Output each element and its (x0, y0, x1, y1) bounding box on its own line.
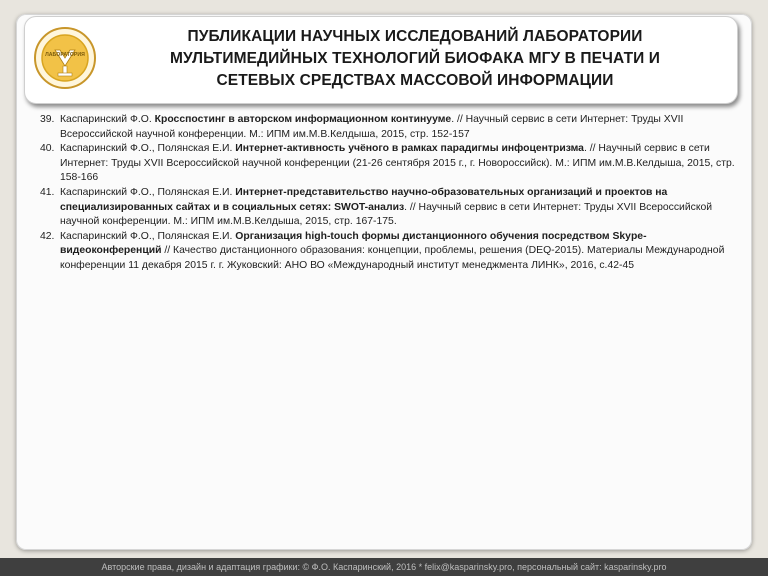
lab-emblem-icon (33, 26, 97, 90)
reference-item (40, 186, 736, 230)
reference-number: 40. (40, 143, 55, 155)
reference-source: . // Научный сервис в сети Интернет: Труды XVII Всероссийской научной конференции. М.: ИПМ им.М.В.Келдыша, 2015, стр. 167-175. (60, 201, 713, 228)
reference-list (40, 113, 736, 274)
title-line-2: МУЛЬТИМЕДИЙНЫХ ТЕХНОЛОГИЙ БИОФАКА МГУ В ПЕЧАТИ И (169, 50, 661, 67)
reference-authors: Каспаринский Ф.О., Полянская Е.И. (60, 230, 236, 242)
reference-authors: Каспаринский Ф.О., Полянская Е.И. (60, 143, 236, 155)
reference-item (40, 113, 736, 142)
reference-source: . // Научный сервис в сети Интернет: Труды XVII Всероссийской научной конференции (21-26 сентября 2015 г., г. Новороссийск). М.: ИПМ им.М.В.Келдыша, 2015, стр. 158-166 (60, 143, 735, 184)
reference-item (40, 230, 736, 274)
logo-text: ЛАБОРАТОРИЯ (45, 52, 85, 58)
reference-authors: Каспаринский Ф.О. (60, 114, 155, 125)
reference-title: Интернет-активность учёного в рамках парадигмы инфоцентризма (235, 143, 584, 155)
reference-authors: Каспаринский Ф.О., Полянская Е.И. (60, 186, 236, 198)
title-line-3: СЕТЕВЫХ СРЕДСТВАХ МАССОВОЙ ИНФОРМАЦИИ (216, 72, 614, 89)
reference-title: Кросспостинг в авторском информационном континууме (154, 114, 452, 125)
reference-source: // Качество дистанционного образования: концепции, проблемы, решения (DEQ-2015). Материалы Международной конференции 11 декабря 2015 г. г. Жуковский: АНО ВО «Международный институт менеджмента ЛИНК», 2016, с.42-45 (60, 245, 725, 271)
copyright-footer (0, 558, 768, 576)
reference-number: 41. (40, 186, 55, 198)
title-line-1: ПУБЛИКАЦИИ НАУЧНЫХ ИССЛЕДОВАНИЙ ЛАБОРАТОРИИ (187, 28, 643, 45)
reference-number: 39. (40, 114, 55, 125)
lab-logo (33, 26, 97, 90)
reference-source: . // Научный сервис в сети Интернет: Труды XVII Всероссийской научной конференции. М.: ИПМ им.М.В.Келдыша, 2015, стр. 152-157 (60, 114, 684, 140)
reference-title: Организация high-touch формы дистанционного обучения посредством Skype-видеоконференций (60, 230, 647, 257)
page-title (110, 26, 720, 92)
reference-item (40, 142, 736, 186)
reference-number: 42. (40, 230, 55, 242)
footer-text: Авторские права, дизайн и адаптация графики: © Ф.О. Каспаринский, 2016 * felix@kasparinsky.pro, персональный сайт: kasparinsky.pro (101, 562, 667, 572)
reference-title: Интернет-представительство научно-образовательных организаций и проектов на специализированных сайтах и в социальных сетях: SWOT-анализ (60, 186, 668, 213)
